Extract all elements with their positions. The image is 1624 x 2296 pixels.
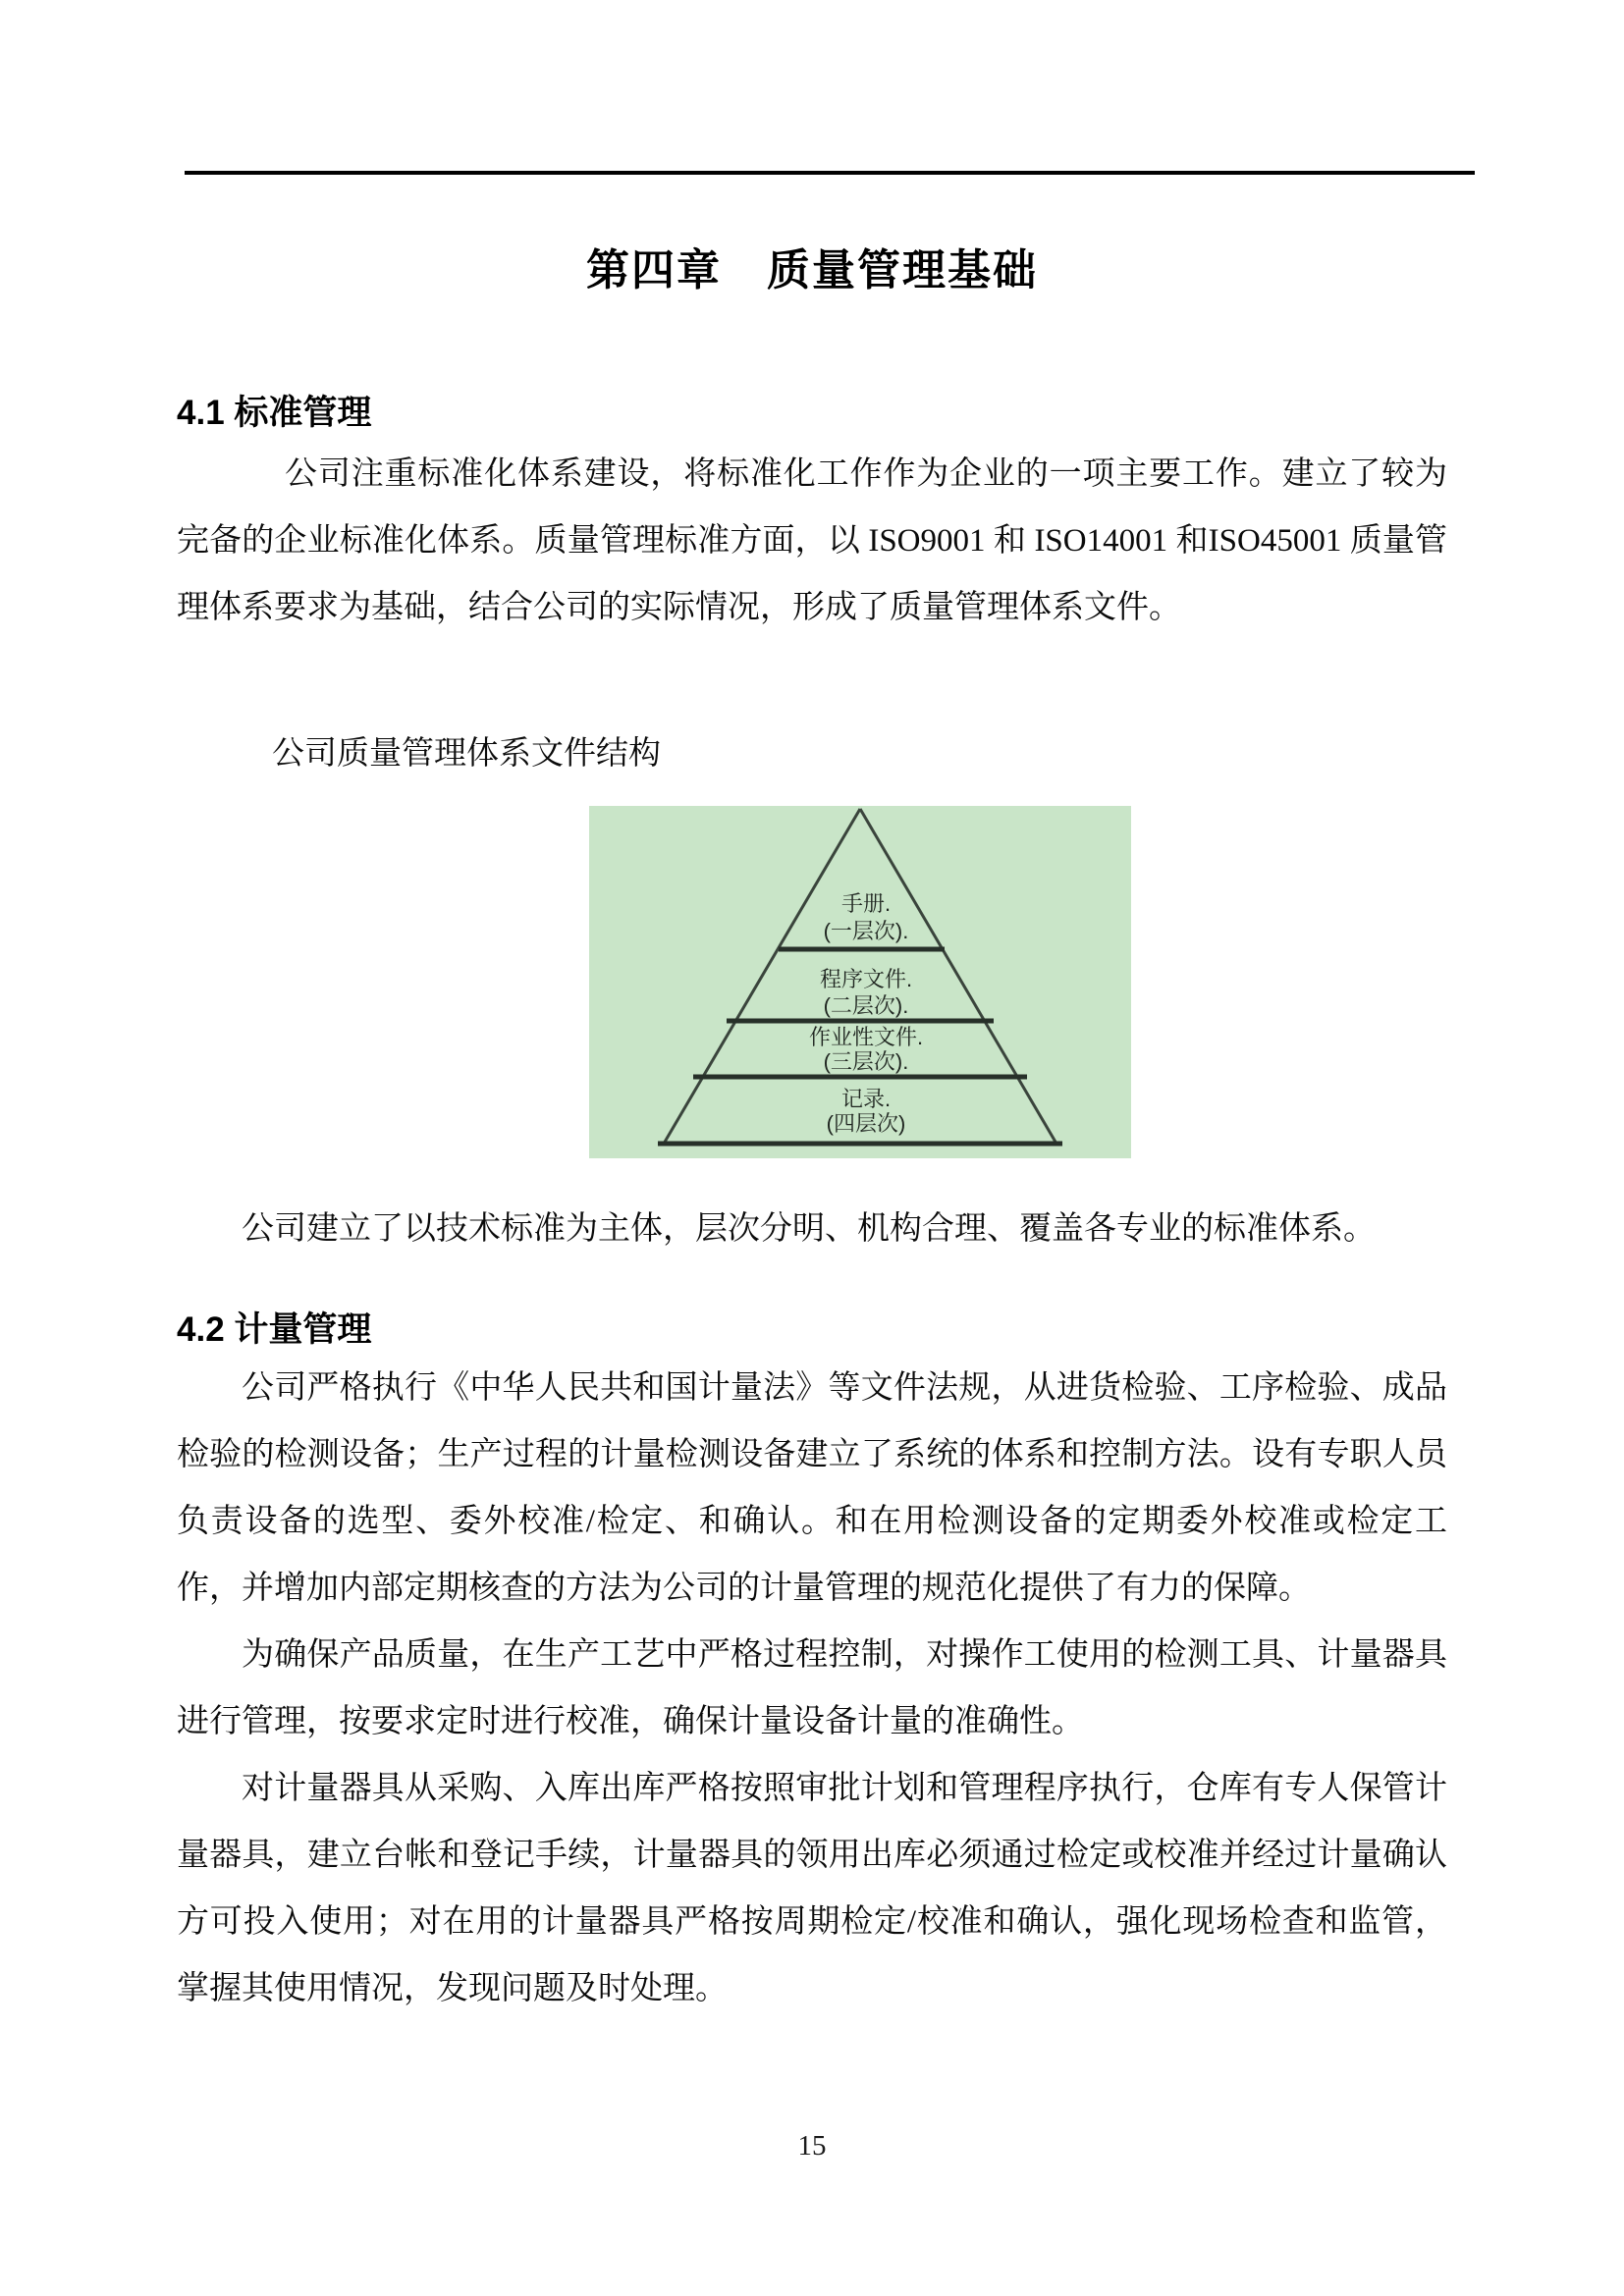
paragraph-standards: 公司注重标准化体系建设，将标准化工作作为企业的一项主要工作。建立了较为完备的企业标准化体系。质量管理标准方面，以 ISO9001 和 ISO14001 和ISO45001 质量管理体系要求为基础，结合公司的实际情况，形成了质量管理体系文件。 xyxy=(177,456,1447,625)
page-title: 第四章 质量管理基础 xyxy=(586,246,1038,294)
pyramid-level-3-tier: (三层次). xyxy=(823,1049,909,1074)
pyramid-level-3-name: 作业性文件. xyxy=(808,1025,924,1049)
pyramid-level-1-name: 手册. xyxy=(840,891,892,916)
paragraph-metrology-1: 公司严格执行《中华人民共和国计量法》等文件法规，从进货检验、工序检验、成品检验的检测设备；生产过程的计量检测设备建立了系统的体系和控制方法。设有专职人员负责设备的选型、委外校准/检定、和确认。和在用检测设备的定期委外校准或检定工作，并增加内部定期核查的方法为公司的计量管理的规范化提供了有力的保障。 xyxy=(177,1370,1447,1606)
pyramid-diagram xyxy=(589,806,1131,1158)
header-rule xyxy=(185,171,1475,175)
section-heading-4-2: 4.2 计量管理 xyxy=(177,1310,372,1349)
page-number: 15 xyxy=(797,2130,827,2162)
pyramid-level-4-tier: (四层次) xyxy=(826,1111,906,1136)
paragraph-standards-closing: 公司建立了以技术标准为主体，层次分明、机构合理、覆盖各专业的标准体系。 xyxy=(242,1211,1376,1247)
section-heading-4-1: 4.1 标准管理 xyxy=(177,394,372,432)
pyramid-level-2-tier: (二层次). xyxy=(823,993,909,1018)
quality-system-pyramid-figure xyxy=(589,806,1131,1158)
pyramid-level-1-tier: (一层次). xyxy=(823,919,909,943)
figure-caption: 公司质量管理体系文件结构 xyxy=(272,736,661,772)
pyramid-level-2-name: 程序文件. xyxy=(819,967,913,991)
paragraph-metrology-2: 为确保产品质量，在生产工艺中严格过程控制，对操作工使用的检测工具、计量器具进行管理，按要求定时进行校准，确保计量设备计量的准确性。 xyxy=(177,1637,1447,1739)
pyramid-level-4-name: 记录. xyxy=(840,1087,892,1111)
paragraph-metrology-3: 对计量器具从采购、入库出库严格按照审批计划和管理程序执行，仓库有专人保管计量器具，建立台帐和登记手续，计量器具的领用出库必须通过检定或校准并经过计量确认方可投入使用；对在用的计量器具严格按周期检定/校准和确认，强化现场检查和监管，掌握其使用情况，发现问题及时处理。 xyxy=(177,1771,1447,2006)
